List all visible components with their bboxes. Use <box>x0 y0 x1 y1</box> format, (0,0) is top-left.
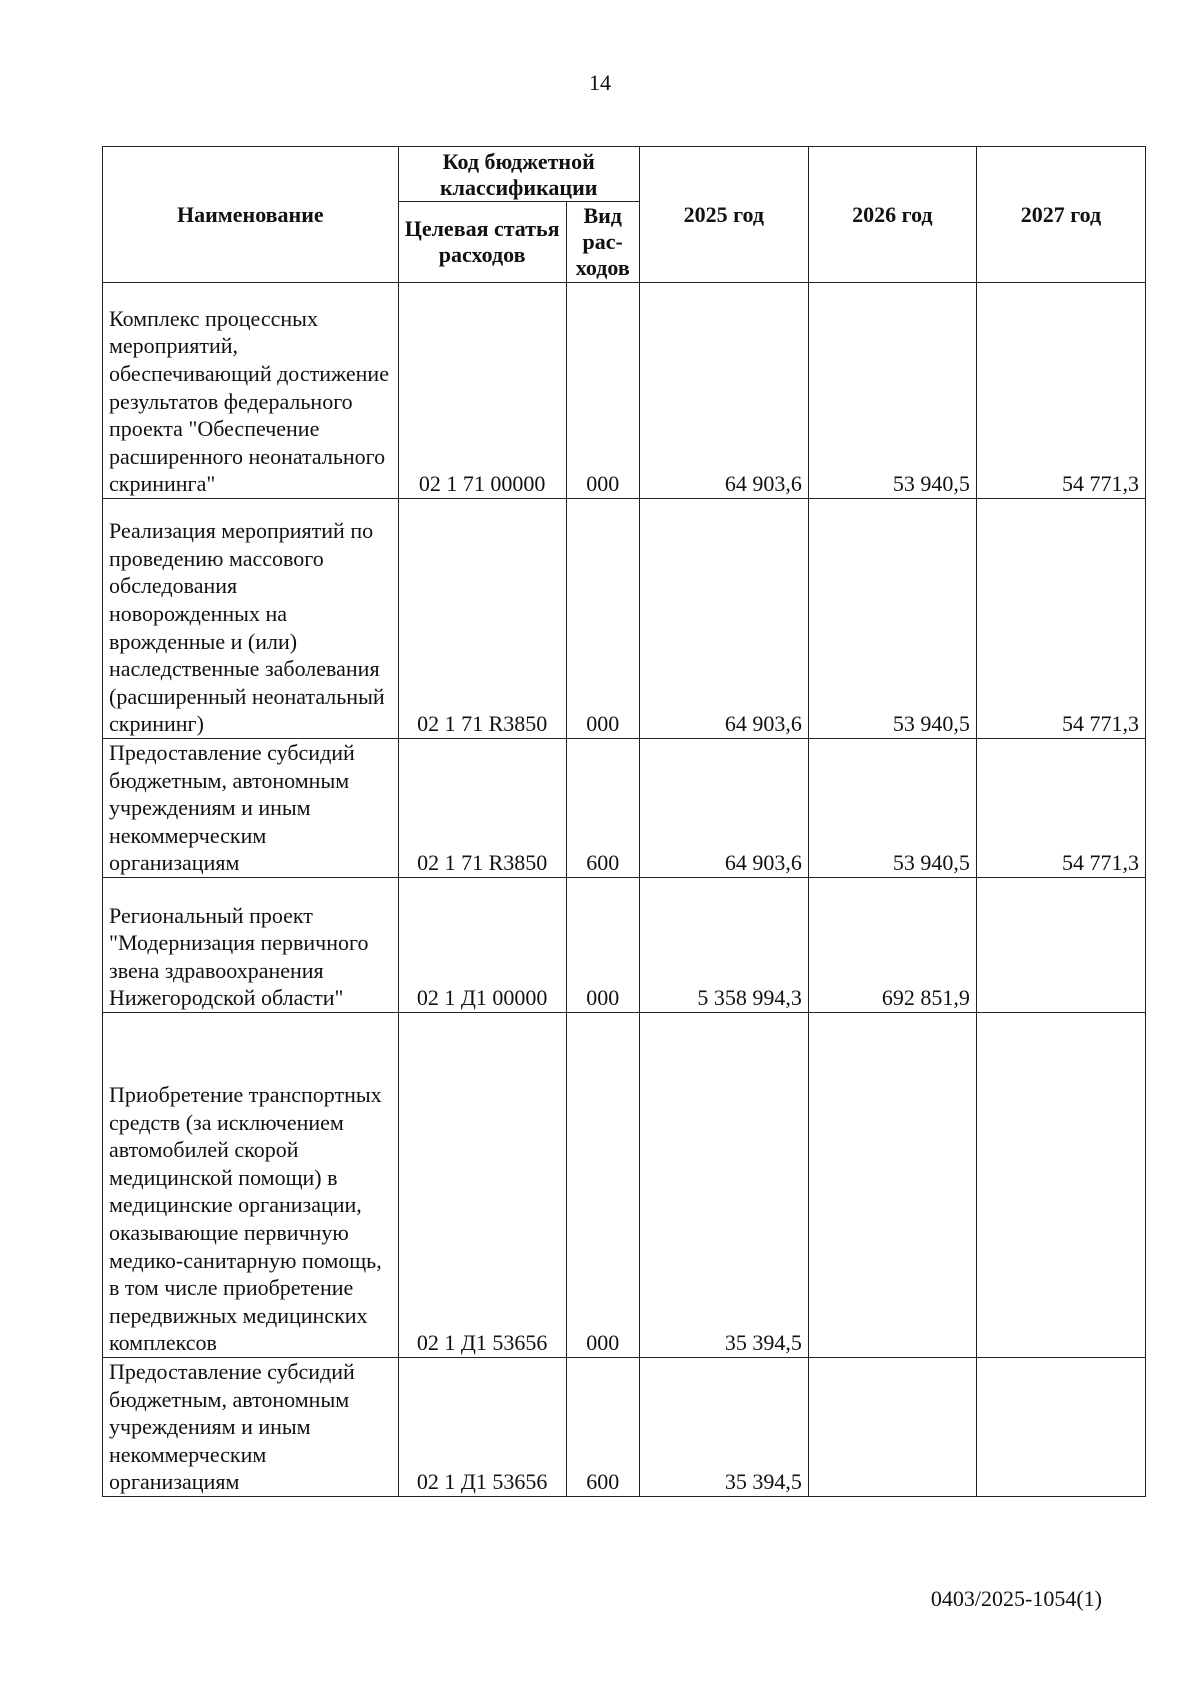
row-name: Предоставление субсидий бюджетным, автономным учреждениям и иным некоммерческим организациям <box>103 739 399 878</box>
row-target-article: 02 1 Д1 53656 <box>398 1357 566 1496</box>
row-value-2027 <box>976 1012 1145 1357</box>
row-name: Приобретение транспортных средств (за исключением автомобилей скорой медицинской помощи) в медицинские организации, оказывающие первичную медико-санитарную помощь, в том числе приобретение передвижных медицинских комплексов <box>103 1012 399 1357</box>
row-value-2025: 64 903,6 <box>639 499 808 739</box>
header-expense-kind: Вид рас-ходов <box>566 202 639 283</box>
budget-table <box>102 146 1146 1497</box>
row-value-2025: 35 394,5 <box>639 1012 808 1357</box>
row-name: Предоставление субсидий бюджетным, автономным учреждениям и иным некоммерческим организациям <box>103 1357 399 1496</box>
row-name: Региональный проект "Модернизация первичного звена здравоохранения Нижегородской области" <box>103 877 399 1012</box>
table-row <box>103 739 1146 878</box>
row-target-article: 02 1 Д1 00000 <box>398 877 566 1012</box>
row-target-article: 02 1 Д1 53656 <box>398 1012 566 1357</box>
header-2027: 2027 год <box>976 147 1145 283</box>
row-expense-kind: 000 <box>566 1012 639 1357</box>
row-value-2027: 54 771,3 <box>976 739 1145 878</box>
row-expense-kind: 000 <box>566 877 639 1012</box>
row-name: Комплекс процессных мероприятий, обеспечивающий достижение результатов федерального проекта "Обеспечение расширенного неонатального скрининга" <box>103 283 399 499</box>
row-target-article: 02 1 71 00000 <box>398 283 566 499</box>
header-2025: 2025 год <box>639 147 808 283</box>
table-row <box>103 283 1146 499</box>
row-expense-kind: 000 <box>566 283 639 499</box>
header-row-top <box>103 147 1146 202</box>
row-value-2027 <box>976 1357 1145 1496</box>
row-value-2026 <box>808 1012 976 1357</box>
row-value-2025: 64 903,6 <box>639 283 808 499</box>
row-value-2025: 64 903,6 <box>639 739 808 878</box>
table-row <box>103 499 1146 739</box>
row-value-2026: 53 940,5 <box>808 499 976 739</box>
row-value-2025: 35 394,5 <box>639 1357 808 1496</box>
row-value-2026 <box>808 1357 976 1496</box>
row-value-2026: 53 940,5 <box>808 283 976 499</box>
header-code-group: Код бюджетной классификации <box>398 147 639 202</box>
header-2026: 2026 год <box>808 147 976 283</box>
row-value-2026: 692 851,9 <box>808 877 976 1012</box>
row-value-2027 <box>976 877 1145 1012</box>
row-value-2025: 5 358 994,3 <box>639 877 808 1012</box>
row-target-article: 02 1 71 R3850 <box>398 499 566 739</box>
header-name: Наименование <box>103 147 399 283</box>
page-number: 14 <box>589 70 611 95</box>
row-value-2027: 54 771,3 <box>976 283 1145 499</box>
document-registration-code: 0403/2025-1054(1) <box>930 1586 1102 1611</box>
row-name: Реализация мероприятий по проведению массового обследования новорожденных на врожденные и (или) наследственные заболевания (расширенный неонатальный скрининг) <box>103 499 399 739</box>
row-expense-kind: 000 <box>566 499 639 739</box>
row-expense-kind: 600 <box>566 739 639 878</box>
row-value-2027: 54 771,3 <box>976 499 1145 739</box>
table-row <box>103 877 1146 1012</box>
header-target-article: Целевая статья расходов <box>398 202 566 283</box>
row-target-article: 02 1 71 R3850 <box>398 739 566 878</box>
table-row <box>103 1012 1146 1357</box>
table-row <box>103 1357 1146 1496</box>
row-value-2026: 53 940,5 <box>808 739 976 878</box>
row-expense-kind: 600 <box>566 1357 639 1496</box>
